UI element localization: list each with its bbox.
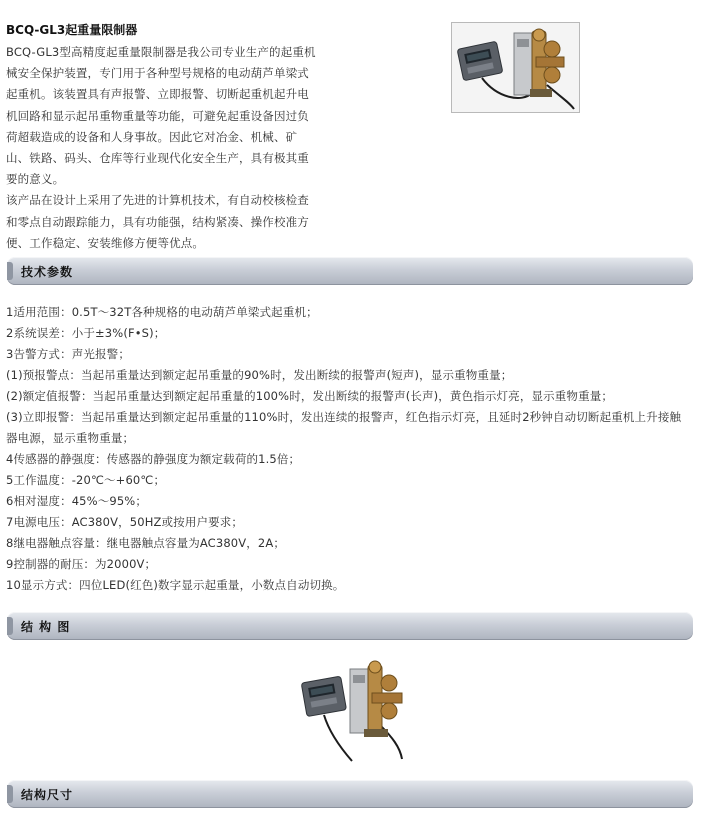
intro-line: 机回路和显示起吊重物重量等功能，可避免起重设备因过负 [6,108,309,123]
intro-line: 便、工作稳定、安装维修方便等优点。 [6,235,205,250]
spec-item: 6相对湿度：45%～95%； [6,494,148,508]
spec-item: 5工作温度：-20℃～+60℃； [6,473,166,487]
product-photo [451,22,580,113]
intro-line: 械安全保护装置，专门用于各种型号规格的电动葫芦单梁式 [6,66,309,81]
section-header-structure [7,612,693,640]
spec-item: 8继电器触点容量：继电器触点容量为AC380V，2A； [6,536,286,550]
structure-photo [300,655,410,763]
section-title-structure: 结 构 图 [21,620,71,634]
spec-item: (2)额定值报警：当起吊重量达到额定起吊重量的100%时，发出断续的报警声(长声)，黄色指示灯亮，显示重物重量； [6,389,614,403]
product-intro [6,20,341,254]
spec-item: 器电源，显示重物重量； [6,431,135,445]
section-header-specs [7,257,693,285]
spec-item: 10显示方式：四位LED(红色)数字显示起重量，小数点自动切换。 [6,578,345,592]
intro-line: 该产品在设计上采用了先进的计算机技术，有自动校核检查 [6,193,309,208]
structure-device-image [300,655,410,763]
spec-item: (1)预报警点：当起吊重量达到额定起吊重量的90%时，发出断续的报警声(短声)，显示重物重量； [6,368,513,382]
spec-item: 3告警方式：声光报警； [6,347,130,361]
spec-item: (3)立即报警：当起吊重量达到额定起吊重量的110%时，发出连续的报警声，红色指示灯亮，且延时2秒钟自动切断起重机上升接触 [6,410,682,424]
spec-list [6,302,706,596]
intro-line: BCQ-GL3型高精度起重量限制器是我公司专业生产的起重机 [6,45,316,59]
intro-line: 起重机。该装置具有声报警、立即报警、切断起重机起升电 [6,87,309,102]
section-title-specs: 技术参数 [21,265,74,279]
limiter-device-image [452,23,579,112]
intro-line: 荷超载造成的设备和人身事故。因此它对冶金、机械、矿 [6,129,298,144]
spec-item: 4传感器的静强度：传感器的静强度为额定载荷的1.5倍； [6,452,301,466]
intro-line: 要的意义。 [6,172,65,187]
section-title-dimensions: 结构尺寸 [21,788,74,802]
intro-line: 山、铁路、码头、仓库等行业现代化安全生产，具有极其重 [6,151,309,166]
spec-item: 2系统误差：小于±3%(F•S)； [6,326,166,340]
intro-line: 和零点自动跟踪能力，具有功能强，结构紧凑、操作校准方 [6,214,309,229]
section-header-dimensions [7,780,693,808]
spec-item: 7电源电压：AC380V，50HZ或按用户要求； [6,515,244,529]
spec-item: 9控制器的耐压：为2000V； [6,557,157,571]
product-title: BCQ-GL3起重量限制器 [6,23,138,37]
spec-item: 1适用范围：0.5T～32T各种规格的电动葫芦单梁式起重机； [6,305,318,319]
